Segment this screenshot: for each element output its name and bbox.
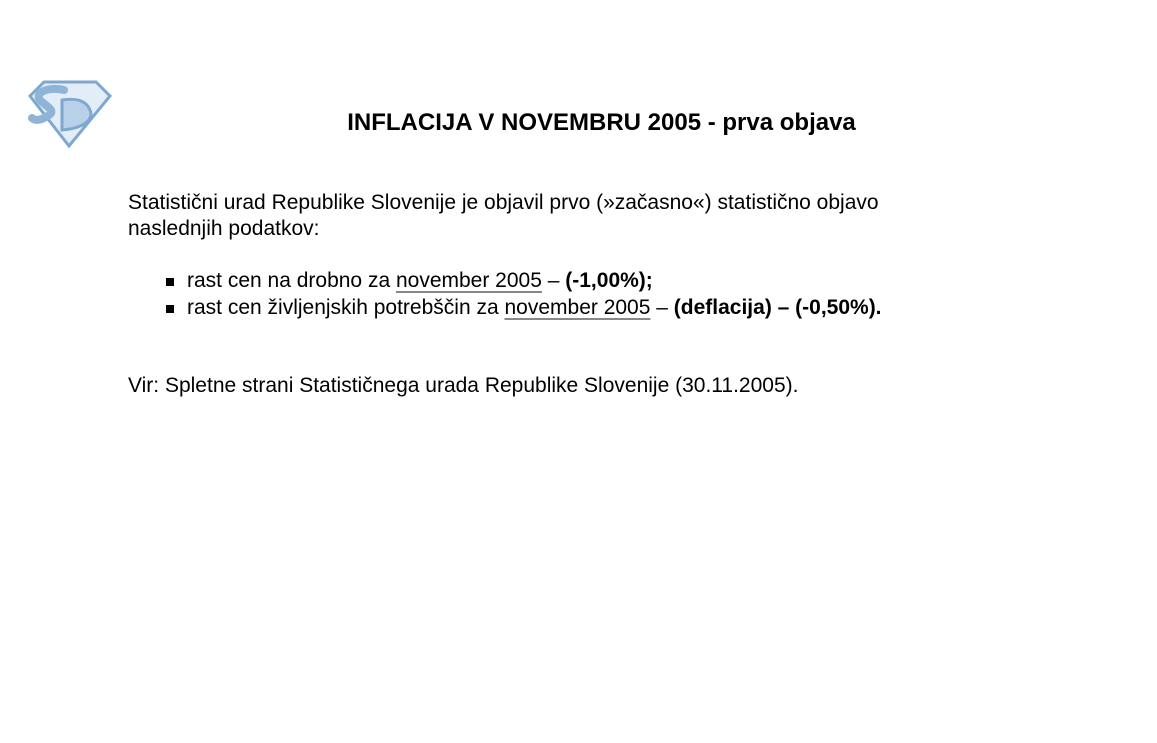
square-bullet-icon [166, 278, 174, 286]
list-item-living-costs [163, 294, 882, 321]
intro-paragraph [128, 190, 1008, 242]
intro-line-1: Statistični urad Republike Slovenije je objavil prvo (»začasno«) statistično objavo [128, 191, 879, 214]
page-title: INFLACIJA V NOVEMBRU 2005 - prva objava [347, 109, 856, 136]
item-period-link[interactable]: november 2005 [395, 269, 542, 292]
item-period-link[interactable]: november 2005 [504, 296, 651, 319]
item-value: (deflacija) – (-0,50%). [673, 296, 882, 319]
item-text: rast cen življenjskih potrebščin za [187, 296, 505, 319]
square-bullet-icon [166, 305, 174, 313]
intro-line-2: naslednjih podatkov: [128, 217, 320, 240]
item-separator: – [541, 269, 566, 292]
list-item-retail-prices [163, 267, 882, 294]
item-separator: – [650, 296, 674, 319]
source-note: Vir: Spletne strani Statističnega urada Republike Slovenije (30.11.2005). [128, 374, 799, 397]
item-text: rast cen na drobno za [187, 269, 396, 292]
item-value: (-1,00%); [565, 269, 653, 292]
data-list [163, 267, 882, 321]
